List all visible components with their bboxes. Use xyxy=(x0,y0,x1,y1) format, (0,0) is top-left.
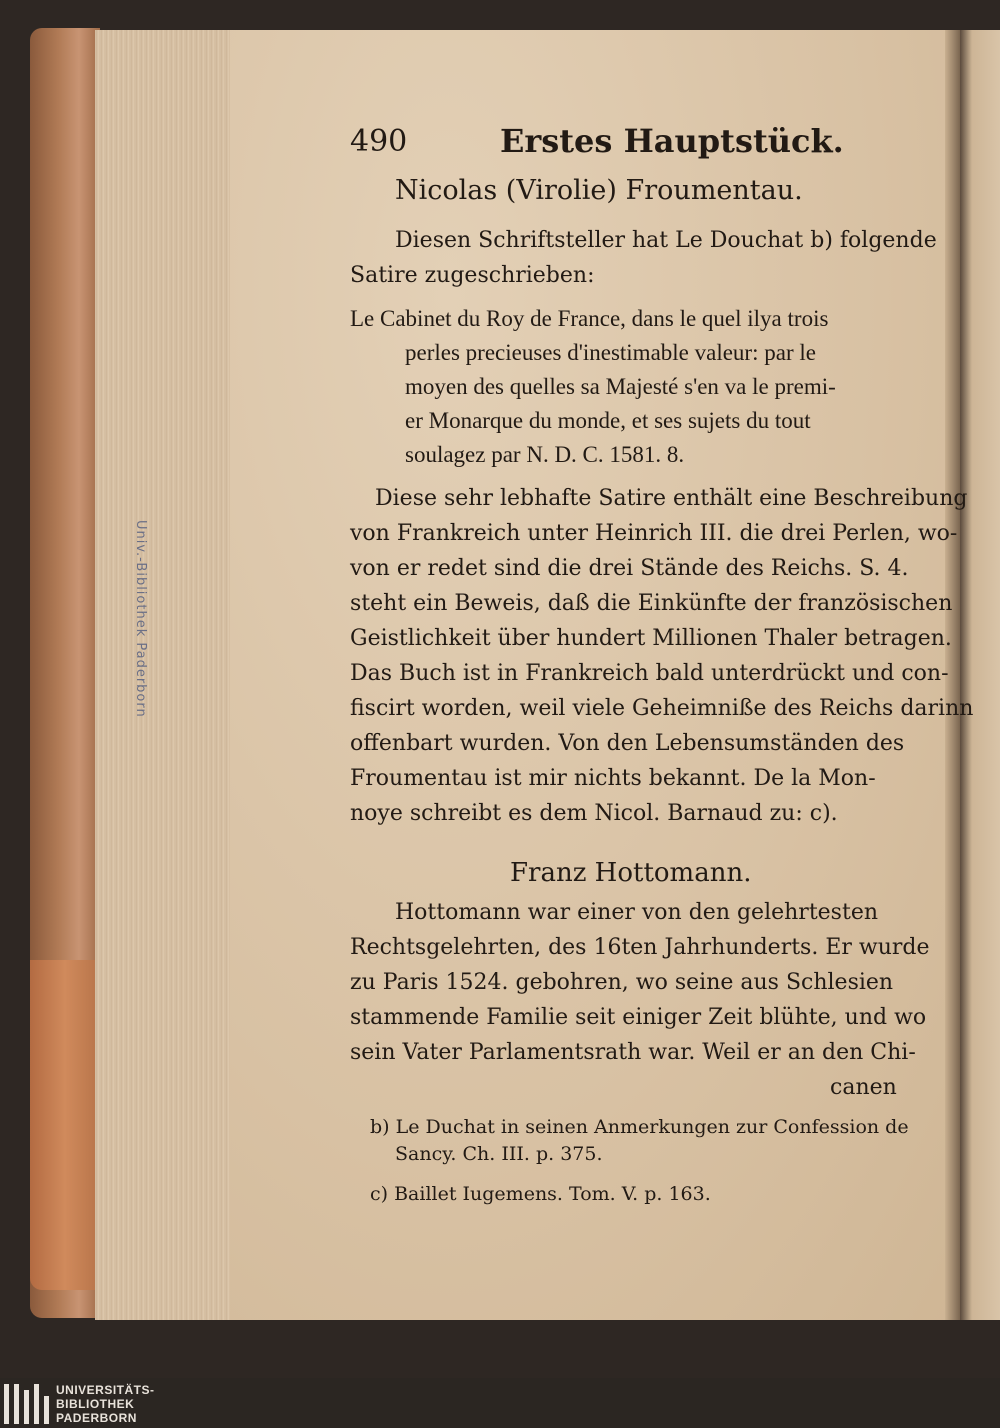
body-line: Hottomann war einer von den gelehrtesten xyxy=(395,900,879,925)
page-number: 490 xyxy=(350,124,408,159)
library-stamp xyxy=(118,520,158,718)
french-title-line: soulagez par N. D. C. 1581. 8. xyxy=(405,442,685,467)
french-title-line: perles precieuses d'inestimable valeur: par le xyxy=(405,340,816,365)
section-heading-froumentau: Nicolas (Virolie) Froumentau. xyxy=(395,175,803,206)
body-line: fiscirt worden, weil viele Geheimniße des Reichs darinn xyxy=(350,696,974,721)
catchword: canen xyxy=(830,1075,897,1100)
body-line: Diese sehr lebhafte Satire enthält eine Beschreibung xyxy=(375,486,968,511)
body-line: Froumentau ist mir nichts bekannt. De la Mon- xyxy=(350,766,876,791)
page-stack-edge xyxy=(95,30,235,1320)
intro-line: Satire zugeschrieben: xyxy=(350,263,595,288)
footer-logo-line-3: PADERBORN xyxy=(56,1411,137,1425)
french-title-line: Le Cabinet du Roy de France, dans le quel ilya trois xyxy=(350,306,829,331)
library-logo-icon xyxy=(4,1384,50,1424)
footer-logo-line-2: BIBLIOTHEK xyxy=(56,1397,135,1411)
body-line: Geistlichkeit über hundert Millionen Thaler betragen. xyxy=(350,626,952,651)
body-line: noye schreibt es dem Nicol. Barnaud zu: c). xyxy=(350,801,838,826)
body-line: zu Paris 1524. gebohren, wo seine aus Schlesien xyxy=(350,970,894,995)
footnote-b: b) Le Duchat in seinen Anmerkungen zur Confession de xyxy=(370,1116,909,1138)
footnote-c: c) Baillet Iugemens. Tom. V. p. 163. xyxy=(370,1183,711,1205)
body-line: steht ein Beweis, daß die Einkünfte der französischen xyxy=(350,591,953,616)
body-line: offenbart wurden. Von den Lebensumständen des xyxy=(350,731,905,756)
body-line: von Frankreich unter Heinrich III. die drei Perlen, wo- xyxy=(350,521,958,546)
body-line: von er redet sind die drei Stände des Reichs. S. 4. xyxy=(350,556,909,581)
body-line: sein Vater Parlamentsrath war. Weil er an den Chi- xyxy=(350,1040,916,1065)
running-head: Erstes Hauptstück. xyxy=(500,122,844,160)
footnote-b-continued: Sancy. Ch. III. p. 375. xyxy=(395,1143,603,1165)
french-title-line: er Monarque du monde, et ses sujets du tout xyxy=(405,408,811,433)
facing-page-edge xyxy=(960,30,1000,1320)
library-stamp-text: Univ.-Bibliothek Paderborn xyxy=(133,520,148,718)
footer-logo-line-1: UNIVERSITÄTS- xyxy=(56,1383,155,1397)
intro-line: Diesen Schriftsteller hat Le Douchat b) folgende xyxy=(395,228,937,253)
section-heading-hottomann: Franz Hottomann. xyxy=(510,858,752,888)
book-cover-corner xyxy=(30,960,100,1290)
body-line: stammende Familie seit einiger Zeit blühte, und wo xyxy=(350,1005,927,1030)
french-title-line: moyen des quelles sa Majesté s'en va le premi- xyxy=(405,374,836,399)
body-line: Das Buch ist in Frankreich bald unterdrückt und con- xyxy=(350,661,949,686)
body-line: Rechtsgelehrten, des 16ten Jahrhunderts. Er wurde xyxy=(350,935,930,960)
